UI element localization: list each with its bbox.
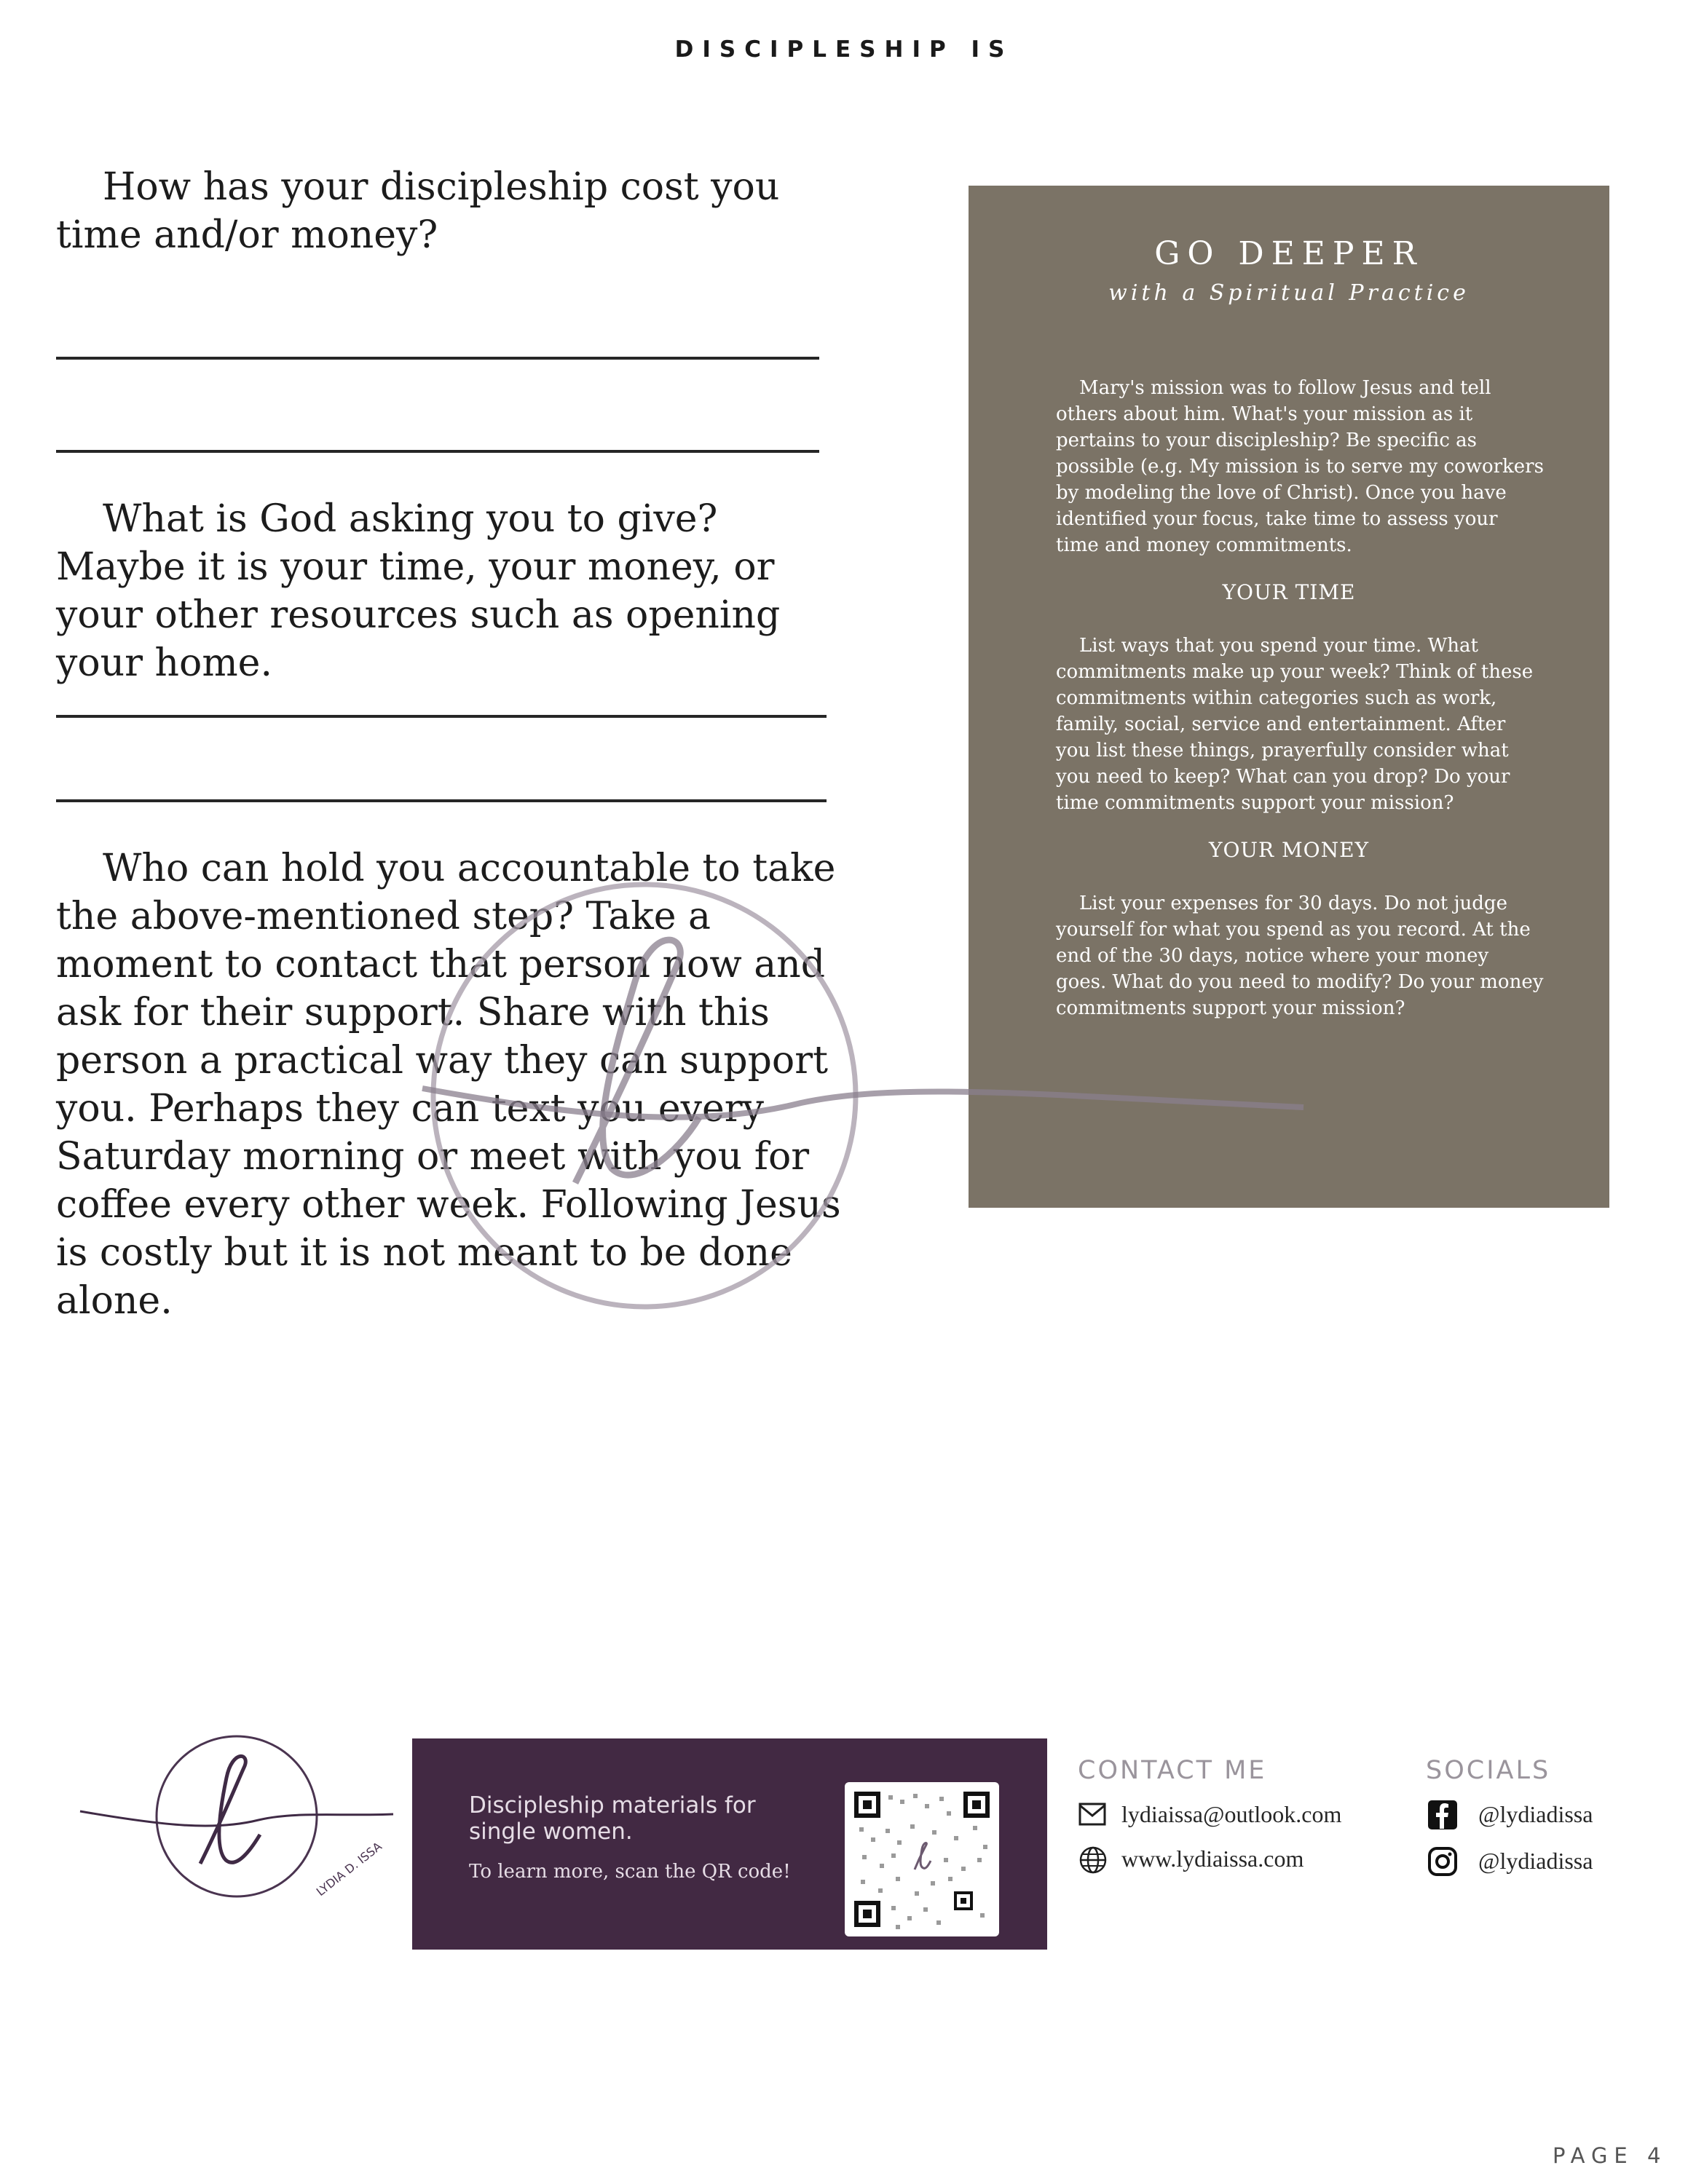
your-money-heading: YOUR MONEY [1208, 838, 1370, 862]
facebook-icon[interactable] [1427, 1800, 1458, 1830]
page-number: PAGE 4 [1553, 2143, 1668, 2168]
footer-banner [412, 1738, 1047, 1950]
banner-subtitle: To learn more, scan the QR code! [469, 1861, 791, 1883]
answer-line[interactable] [56, 715, 827, 718]
panel-subtitle: with a Spiritual Practice [1108, 280, 1470, 306]
banner-title: Discipleship materials for single women. [469, 1792, 756, 1845]
contact-website[interactable]: www.lydiaissa.com [1121, 1845, 1304, 1872]
your-time-heading: YOUR TIME [1222, 580, 1356, 604]
qr-code-icon [845, 1782, 999, 1936]
panel-title: GO DEEPER [1154, 235, 1424, 272]
lydia-issa-logo [76, 1733, 397, 1915]
answer-line[interactable] [56, 799, 827, 802]
globe-icon [1078, 1845, 1108, 1875]
contact-email[interactable]: lydiaissa@outlook.com [1121, 1801, 1342, 1827]
mail-icon [1078, 1803, 1106, 1826]
facebook-handle[interactable]: @lydiadissa [1478, 1801, 1593, 1827]
watermark-logo-icon [393, 877, 1325, 1314]
socials-heading: SOCIALS [1426, 1756, 1551, 1785]
contact-heading: CONTACT ME [1078, 1756, 1267, 1785]
panel-intro: Mary's mission was to follow Jesus and tell others about him. What's your mission as it pertains to your discipleship? Be specific as possible (e.g. My mission is to serve my coworkers by modeling the love of Christ). Once you have identified your focus, take time to assess your time and money commitments. [1056, 377, 1544, 556]
page-header: DISCIPLESHIP IS [674, 36, 1014, 63]
your-money-text: List your expenses for 30 days. Do not judge yourself for what you spend as you record. At the end of the 30 days, notice where your money goes. What do you need to modify? Do your money commitments support your mission? [1056, 893, 1544, 1019]
question-cost: How has your discipleship cost you time and/or money? [56, 165, 780, 257]
logo-text: LYDIA D. ISSA [313, 1839, 384, 1899]
question-accountable: Who can hold you accountable to take the above-mentioned step? Take a moment to contact that person now and ask for their support. Share with this person a practical way they can support you. Perhaps they can text you every Saturday morning or meet with you for coffee every other week. Following Jesus is costly but it is not meant to be done alone. [56, 847, 841, 1323]
instagram-icon[interactable] [1427, 1846, 1458, 1877]
qr-code[interactable] [845, 1782, 999, 1936]
question-give: What is God asking you to give? Maybe it is your time, your money, or your other resources such as opening your home. [56, 497, 781, 685]
answer-line[interactable] [56, 450, 819, 453]
instagram-handle[interactable]: @lydiadissa [1478, 1848, 1593, 1874]
answer-line[interactable] [56, 357, 819, 360]
your-time-text: List ways that you spend your time. What commitments make up your week? Think of these commitments within categories such as work, family, social, service and entertainment. After you list these things, prayerfully consider what you need to keep? What can you drop? Do your time commitments support your mission? [1056, 635, 1534, 814]
